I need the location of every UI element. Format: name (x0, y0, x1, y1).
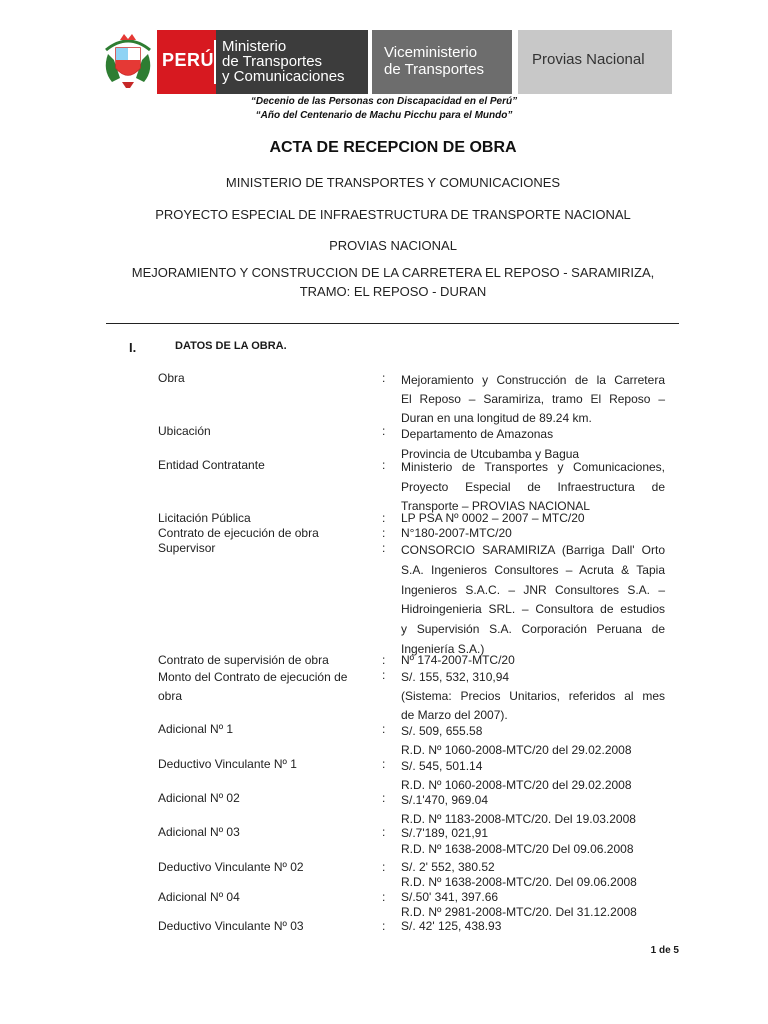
row-value-monto: S/. 155, 532, 310,94 (Sistema: Precios Unitarios, referidos al mes de Marzo del 2007). (401, 670, 665, 722)
row-colon: : (382, 757, 386, 771)
section-title: DATOS DE LA OBRA. (175, 340, 287, 352)
row-value-deductivo-3: S/. 42' 125, 438.93 (401, 919, 502, 933)
row-value-obra: Mejoramiento y Construcción de la Carretera El Reposo – Saramiriza, tramo El Reposo – Duran en una longitud de 89.24 km. (401, 373, 665, 425)
vice-ministry-label: Viceministerio de Transportes (384, 44, 485, 78)
provias-label: Provias Nacional (532, 51, 645, 68)
project-heading: PROYECTO ESPECIAL DE INFRAESTRUCTURA DE TRANSPORTE NACIONAL (155, 207, 631, 222)
row-value-licitacion: LP PSA Nº 0002 – 2007 – MTC/20 (401, 511, 585, 525)
provias-heading: PROVIAS NACIONAL (329, 238, 457, 253)
work-heading-line-1: MEJORAMIENTO Y CONSTRUCCION DE LA CARRETERA EL REPOSO - SARAMIRIZA, (131, 265, 655, 280)
row-value-adicional-3: S/.7'189, 021,91 R.D. Nº 1638-2008-MTC/20 Del 09.06.2008 (401, 826, 634, 856)
row-colon: : (382, 371, 386, 385)
row-colon: : (382, 541, 386, 555)
row-colon: : (382, 458, 386, 472)
ministry-label: Ministerio de Transportes y Comunicaciones (222, 38, 345, 85)
row-colon: : (382, 722, 386, 736)
section-divider (106, 323, 679, 324)
row-colon: : (382, 825, 386, 839)
row-label-entidad: Entidad Contratante (158, 458, 265, 472)
row-value-entidad: Ministerio de Transportes y Comunicaciones, Proyecto Especial de Infraestructura de Transporte – PROVIAS NACIONAL (401, 460, 665, 513)
row-label-deductivo-3: Deductivo Vinculante Nº 03 (158, 919, 304, 933)
row-label-adicional-3: Adicional Nº 03 (158, 825, 240, 839)
row-label-monto: Monto del Contrato de ejecución de obra (158, 670, 348, 703)
row-value-adicional-1: S/. 509, 655.58 R.D. Nº 1060-2008-MTC/20 del 29.02.2008 (401, 724, 632, 757)
row-value-deductivo-1: S/. 545, 501.14 R.D. Nº 1060-2008-MTC/20 del 29.02.2008 (401, 759, 632, 792)
row-label-adicional-1: Adicional Nº 1 (158, 722, 234, 736)
row-label-contrato-supervision: Contrato de supervisión de obra (158, 653, 329, 667)
motto-line-1: “Decenio de las Personas con Discapacidad en el Perú” (250, 96, 518, 107)
row-label-adicional-2: Adicional Nº 02 (158, 791, 240, 805)
ministry-heading: MINISTERIO DE TRANSPORTES Y COMUNICACIONES (225, 175, 561, 190)
row-colon: : (382, 860, 386, 874)
coat-of-arms-logo (100, 30, 156, 94)
row-value-deductivo-2: S/. 2' 552, 380.52 R.D. Nº 1638-2008-MTC/20. Del 09.06.2008 (401, 860, 637, 889)
page-number: 1 de 5 (650, 945, 679, 956)
work-heading-line-2: TRAMO: EL REPOSO - DURAN (299, 284, 487, 299)
row-colon: : (382, 653, 386, 667)
page-title: ACTA DE RECEPCION DE OBRA (269, 139, 517, 156)
row-value-adicional-2: S/.1'470, 969.04 R.D. Nº 1183-2008-MTC/20. Del 19.03.2008 (401, 793, 636, 826)
row-value-adicional-4: S/.50' 341, 397.66 R.D. Nº 2981-2008-MTC/20. Del 31.12.2008 (401, 890, 637, 919)
row-label-obra: Obra (158, 371, 185, 385)
row-label-deductivo-2: Deductivo Vinculante Nº 02 (158, 860, 304, 874)
motto-line-2: “Año del Centenario de Machu Picchu para el Mundo” (255, 110, 513, 121)
row-label-deductivo-1: Deductivo Vinculante Nº 1 (158, 757, 297, 771)
row-label-supervisor: Supervisor (158, 541, 216, 555)
row-label-ubicacion: Ubicación (158, 424, 211, 438)
row-colon: : (382, 511, 386, 525)
row-label-licitacion: Licitación Pública (158, 511, 251, 525)
row-value-contrato-ejecucion: N°180-2007-MTC/20 (401, 526, 512, 540)
row-value-contrato-supervision: Nº 174-2007-MTC/20 (401, 653, 515, 667)
row-colon: : (382, 526, 386, 540)
row-value-ubicacion: Departamento de Amazonas Provincia de Utcubamba y Bagua (401, 427, 580, 461)
row-colon: : (382, 791, 386, 805)
row-label-adicional-4: Adicional Nº 04 (158, 890, 240, 904)
row-colon: : (382, 424, 386, 438)
row-label-contrato-ejecucion: Contrato de ejecución de obra (158, 526, 319, 540)
row-colon: : (382, 919, 386, 933)
row-value-supervisor: CONSORCIO SARAMIRIZA (Barriga Dall' Orto S.A. Ingenieros Consultores – Acruta & Tapia Ingenieros S.A.C. – JNR Consultores S.A. – Hidroingenieria SRL. – Consultora de estudios y Supervisión S.A. Corporación Peruana de Ingeniería S.A.) (401, 543, 665, 656)
header-banner (100, 30, 672, 94)
row-colon: : (382, 890, 386, 904)
peru-label: PERÚ (162, 50, 215, 70)
section-number: I. (129, 340, 137, 355)
row-colon: : (382, 668, 386, 682)
